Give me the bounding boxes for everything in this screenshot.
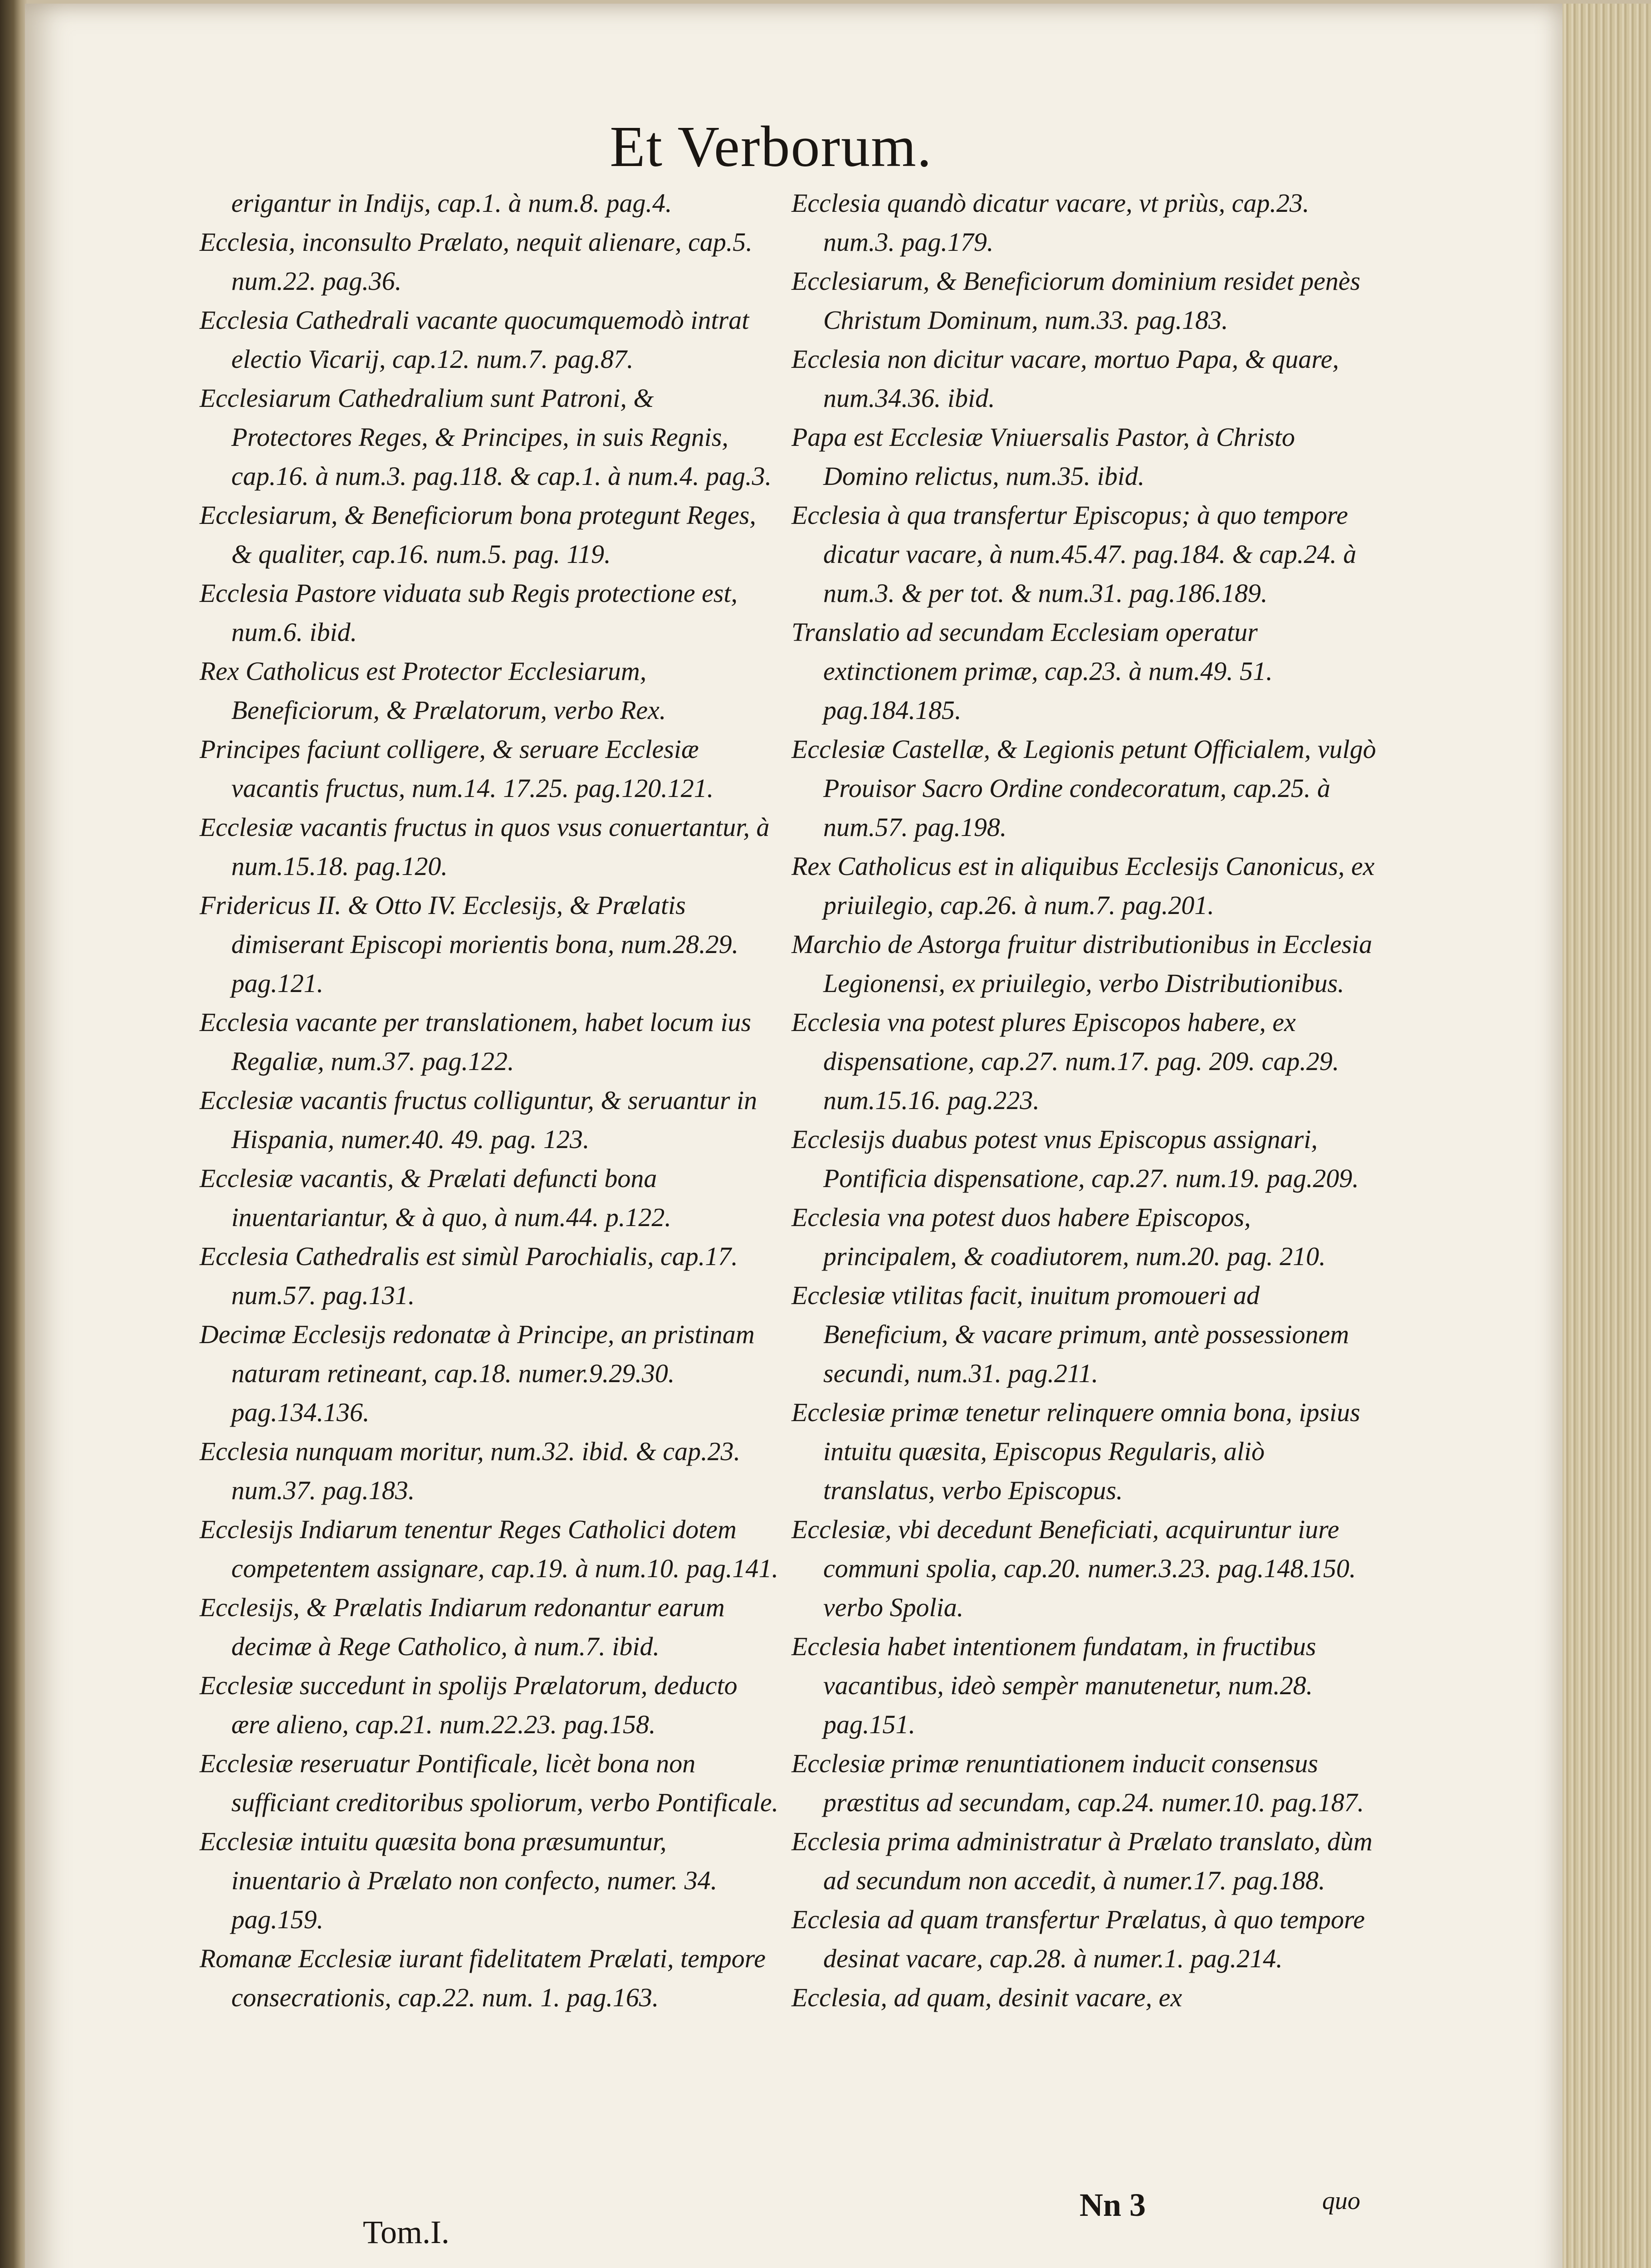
index-entry: Ecclesia, inconsulto Prælato, nequit alienare, cap.5. num.22. pag.36. [200, 227, 752, 296]
catchword: quo [1322, 2187, 1360, 2215]
index-entry: Rex Catholicus est Protector Ecclesiarum, Beneficiorum, & Prælatorum, verbo Rex. [200, 656, 666, 725]
index-entry: Papa est Ecclesiæ Vniuersalis Pastor, à Christo Domino relictus, num.35. ibid. [791, 422, 1295, 491]
index-entry: Ecclesiæ Castellæ, & Legionis petunt Officialem, vulgò Prouisor Sacro Ordine condecoratum, cap.25. à num.57. pag.198. [791, 734, 1376, 842]
index-entry: Decimæ Ecclesijs redonatæ à Principe, an pristinam naturam retineant, cap.18. numer.9.29.30. pag.134.136. [200, 1320, 755, 1427]
index-entry: Ecclesiæ succedunt in spolijs Prælatorum, deducto ære alieno, cap.21. num.22.23. pag.158. [200, 1671, 738, 1739]
index-entry: Ecclesiarum, & Beneficiorum bona protegunt Reges, & qualiter, cap.16. num.5. pag. 119. [200, 500, 756, 569]
index-column-left [200, 184, 780, 2017]
index-entry: Ecclesiæ, vbi decedunt Beneficiati, acquiruntur iure communi spolia, cap.20. numer.3.23. pag.148.150. verbo Spolia. [791, 1515, 1356, 1622]
index-entry: Ecclesia vna potest duos habere Episcopos, principalem, & coadiutorem, num.20. pag. 210. [791, 1202, 1326, 1271]
index-entry: Ecclesiæ vacantis fructus in quos vsus conuertantur, à num.15.18. pag.120. [200, 812, 770, 881]
index-entry: Ecclesia, ad quam, desinit vacare, ex [791, 1983, 1182, 2012]
index-entry: Ecclesiæ vacantis fructus colliguntur, & seruantur in Hispania, numer.40. 49. pag. 123. [200, 1085, 757, 1154]
index-entry: Rex Catholicus est in aliquibus Ecclesijs Canonicus, ex priuilegio, cap.26. à num.7. pag.201. [791, 851, 1375, 920]
index-entry: Romanæ Ecclesiæ iurant fidelitatem Prælati, tempore consecrationis, cap.22. num. 1. pag.163. [200, 1944, 766, 2012]
index-entry: Ecclesia Pastore viduata sub Regis protectione est, num.6. ibid. [200, 578, 738, 647]
index-entry: Ecclesiæ vtilitas facit, inuitum promoueri ad Beneficium, & vacare primum, antè possessionem secundi, num.31. pag.211. [791, 1281, 1349, 1388]
index-entry: Ecclesiæ intuitu quæsita bona præsumuntur, inuentario à Prælato non confecto, numer. 34. pag.159. [200, 1827, 718, 1934]
index-entry: Ecclesia nunquam moritur, num.32. ibid. & cap.23. num.37. pag.183. [200, 1437, 741, 1505]
index-entry: Ecclesiæ primæ tenetur relinquere omnia bona, ipsius intuitu quæsita, Episcopus Regularis, aliò translatus, verbo Episcopus. [791, 1398, 1360, 1505]
index-entry: Marchio de Astorga fruitur distributionibus in Ecclesia Legionensi, ex priuilegio, verbo Distributionibus. [791, 929, 1373, 998]
index-entry: Translatio ad secundam Ecclesiam operatur extinctionem primæ, cap.23. à num.49. 51. pag.184.185. [791, 617, 1273, 725]
index-entry: erigantur in Indijs, cap.1. à num.8. pag.4. [231, 188, 672, 218]
index-entry: Principes faciunt colligere, & seruare Ecclesiæ vacantis fructus, num.14. 17.25. pag.120.121. [200, 734, 714, 803]
index-entry: Ecclesia vacante per translationem, habet locum ius Regaliæ, num.37. pag.122. [200, 1007, 752, 1076]
index-entry: Ecclesiæ primæ renuntiationem inducit consensus præstitus ad secundam, cap.24. numer.10. pag.187. [791, 1749, 1364, 1817]
index-entry: Ecclesia non dicitur vacare, mortuo Papa, & quare, num.34.36. ibid. [791, 344, 1339, 413]
index-entry: Ecclesia Cathedralis est simùl Parochialis, cap.17. num.57. pag.131. [200, 1242, 738, 1310]
index-entry: Ecclesia ad quam transfertur Prælatus, à quo tempore desinat vacare, cap.28. à numer.1. pag.214. [791, 1905, 1365, 1973]
index-entry: Fridericus II. & Otto IV. Ecclesijs, & Prælatis dimiserant Episcopi morientis bona, num.28.29. pag.121. [200, 890, 739, 998]
index-entry: Ecclesia habet intentionem fundatam, in fructibus vacantibus, ideò sempèr manutenetur, num.28. pag.151. [791, 1632, 1316, 1739]
index-entry: Ecclesia à qua transfertur Episcopus; à quo tempore dicatur vacare, à num.45.47. pag.184. & cap.24. à num.3. & per tot. & num.31. pag.186.189. [791, 500, 1357, 608]
signature-mark: Tom.I. [363, 2214, 449, 2250]
index-column-right [791, 184, 1381, 2017]
page-fore-edge [1563, 4, 1651, 2268]
index-entry: Ecclesiæ reseruatur Pontificale, licèt bona non sufficiant creditoribus spoliorum, verbo Pontificale. [200, 1749, 779, 1817]
index-entry: Ecclesiæ vacantis, & Prælati defuncti bona inuentariantur, & à quo, à num.44. p.122. [200, 1163, 671, 1232]
index-entry: Ecclesijs duabus potest vnus Episcopus assignari, Pontificia dispensatione, cap.27. num.19. pag.209. [791, 1124, 1359, 1193]
index-entry: Ecclesiarum Cathedralium sunt Patroni, & Protectores Reges, & Principes, in suis Regnis, cap.16. à num.3. pag.118. & cap.1. à num.4. pag.3. [200, 383, 772, 491]
index-entry: Ecclesijs, & Prælatis Indiarum redonantur earum decimæ à Rege Catholico, à num.7. ibid. [200, 1593, 725, 1661]
gathering-signature: Nn 3 [1080, 2187, 1146, 2223]
index-entry: Ecclesia prima administratur à Prælato translato, dùm ad secundum non accedit, à numer.17. pag.188. [791, 1827, 1373, 1895]
index-entry: Ecclesia vna potest plures Episcopos habere, ex dispensatione, cap.27. num.17. pag. 209. cap.29. num.15.16. pag.223. [791, 1007, 1339, 1115]
index-entry: Ecclesia quandò dicatur vacare, vt priùs, cap.23. num.3. pag.179. [791, 188, 1309, 257]
index-entry: Ecclesiarum, & Beneficiorum dominium residet penès Christum Dominum, num.33. pag.183. [791, 266, 1361, 335]
index-entry: Ecclesijs Indiarum tenentur Reges Catholici dotem competentem assignare, cap.19. à num.10. pag.141. [200, 1515, 779, 1583]
running-header: Et Verborum. [610, 114, 933, 179]
index-entry: Ecclesia Cathedrali vacante quocumquemodò intrat electio Vicarij, cap.12. num.7. pag.87. [200, 305, 749, 374]
